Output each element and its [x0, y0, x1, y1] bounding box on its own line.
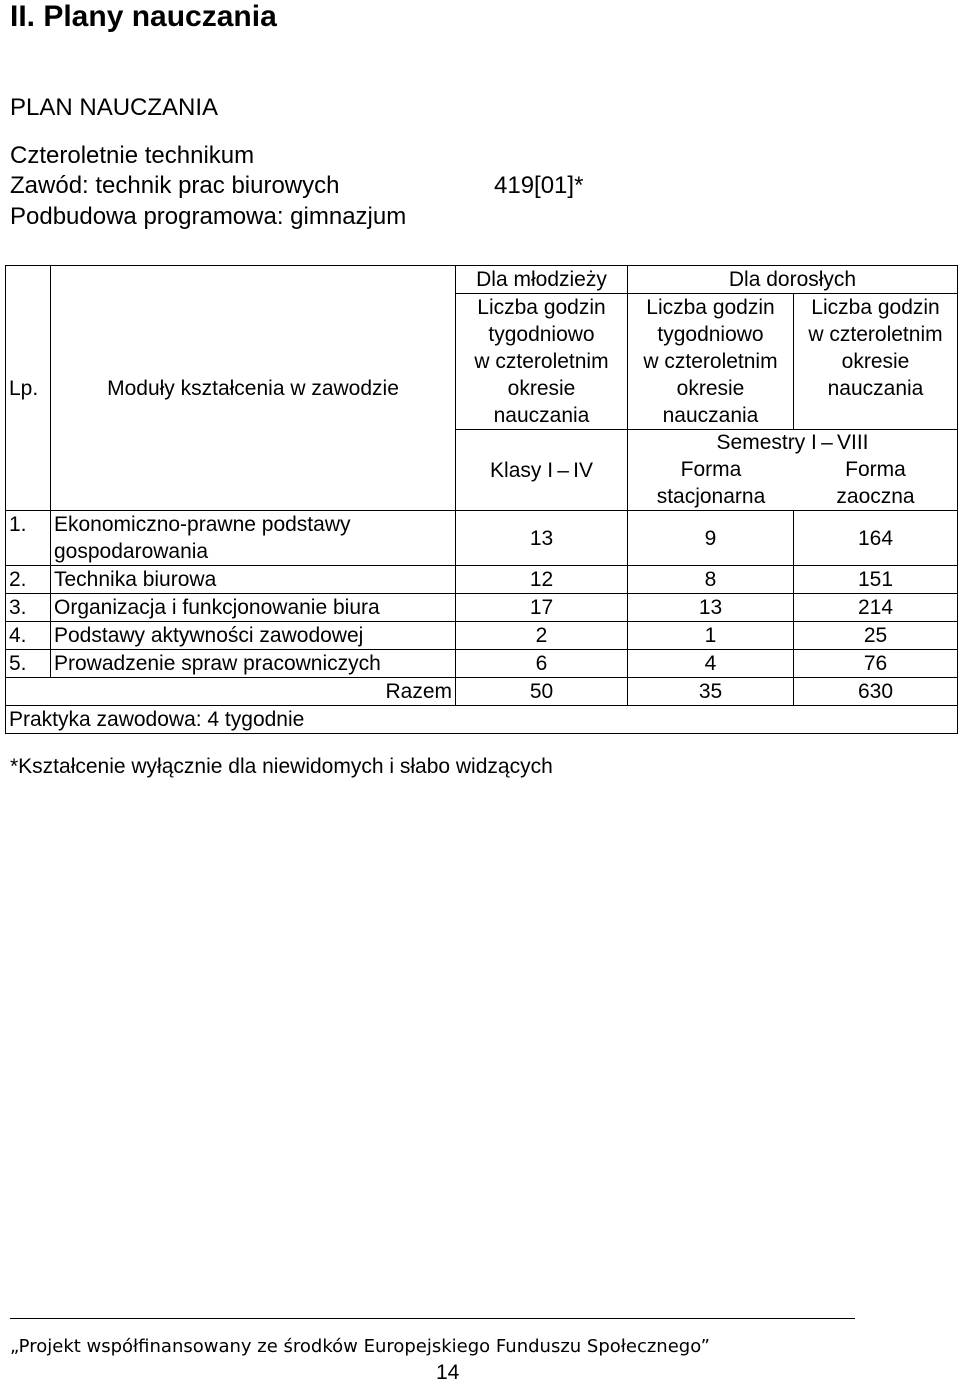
- row-stationary-hours: 9: [628, 511, 794, 566]
- header-semesters-block: [628, 430, 958, 511]
- row-youth-hours: 17: [456, 594, 628, 622]
- table-row: [6, 594, 958, 622]
- table-row: [6, 566, 958, 594]
- header-extramural-hours: Liczba godzin w czteroletnim okresie nauczania: [794, 294, 958, 430]
- row-stationary-hours: 13: [628, 594, 794, 622]
- row-lp: 3.: [6, 594, 51, 622]
- row-youth-hours: 13: [456, 511, 628, 566]
- row-youth-hours: 6: [456, 650, 628, 678]
- header-adults: Dla dorosłych: [628, 266, 958, 294]
- row-extramural-hours: 214: [794, 594, 958, 622]
- header-youth-classes: Klasy I – IV: [456, 430, 628, 511]
- row-youth-hours: 12: [456, 566, 628, 594]
- school-type: Czteroletnie technikum: [10, 142, 255, 169]
- header-youth-hours: Liczba godzin tygodniowo w czteroletnim okresie nauczania: [456, 294, 628, 430]
- footer-project-note: „Projekt współfinansowany ze środków Europejskiego Funduszu Społecznego”: [10, 1336, 710, 1357]
- footer-divider: [10, 1318, 855, 1319]
- total-label: Razem: [6, 678, 456, 706]
- row-stationary-hours: 4: [628, 650, 794, 678]
- curriculum-table: [5, 265, 958, 734]
- footnote: *Kształcenie wyłącznie dla niewidomych i słabo widzących: [10, 755, 553, 778]
- section-heading: II. Plany nauczania: [10, 0, 277, 33]
- practice-row: [6, 706, 958, 734]
- table-row: [6, 511, 958, 566]
- row-module: Podstawy aktywności zawodowej: [51, 622, 456, 650]
- page-number: 14: [436, 1361, 460, 1384]
- total-extramural-hours: 630: [794, 678, 958, 706]
- row-extramural-hours: 164: [794, 511, 958, 566]
- profession-code: 419[01]*: [494, 172, 584, 199]
- row-youth-hours: 2: [456, 622, 628, 650]
- total-youth-hours: 50: [456, 678, 628, 706]
- row-module: Organizacja i funkcjonowanie biura: [51, 594, 456, 622]
- header-modules: Moduły kształcenia w zawodzie: [51, 266, 456, 511]
- row-lp: 4.: [6, 622, 51, 650]
- header-row-top: [6, 266, 958, 294]
- header-lp: Lp.: [6, 266, 51, 511]
- header-form-extramural: Forma zaoczna: [836, 458, 915, 508]
- row-module: Technika biurowa: [51, 566, 456, 594]
- header-stationary-hours: Liczba godzin tygodniowo w czteroletnim okresie nauczania: [628, 294, 794, 430]
- row-extramural-hours: 151: [794, 566, 958, 594]
- row-lp: 5.: [6, 650, 51, 678]
- profession: Zawód: technik prac biurowych: [10, 172, 340, 199]
- row-lp: 1.: [6, 511, 51, 566]
- header-semesters: Semestry I – VIII: [716, 431, 869, 454]
- practice-info: Praktyka zawodowa: 4 tygodnie: [6, 706, 958, 734]
- plan-title: PLAN NAUCZANIA: [10, 94, 219, 121]
- table-row: [6, 650, 958, 678]
- total-row: [6, 678, 958, 706]
- row-module: Prowadzenie spraw pracowniczych: [51, 650, 456, 678]
- header-youth: Dla młodzieży: [456, 266, 628, 294]
- header-form-stationary: Forma stacjonarna: [656, 458, 766, 508]
- row-module: Ekonomiczno-prawne podstawy gospodarowania: [51, 511, 456, 566]
- row-stationary-hours: 8: [628, 566, 794, 594]
- table-row: [6, 622, 958, 650]
- program-base: Podbudowa programowa: gimnazjum: [10, 203, 407, 230]
- row-extramural-hours: 25: [794, 622, 958, 650]
- row-stationary-hours: 1: [628, 622, 794, 650]
- total-stationary-hours: 35: [628, 678, 794, 706]
- row-extramural-hours: 76: [794, 650, 958, 678]
- row-lp: 2.: [6, 566, 51, 594]
- header-forms: [628, 456, 957, 510]
